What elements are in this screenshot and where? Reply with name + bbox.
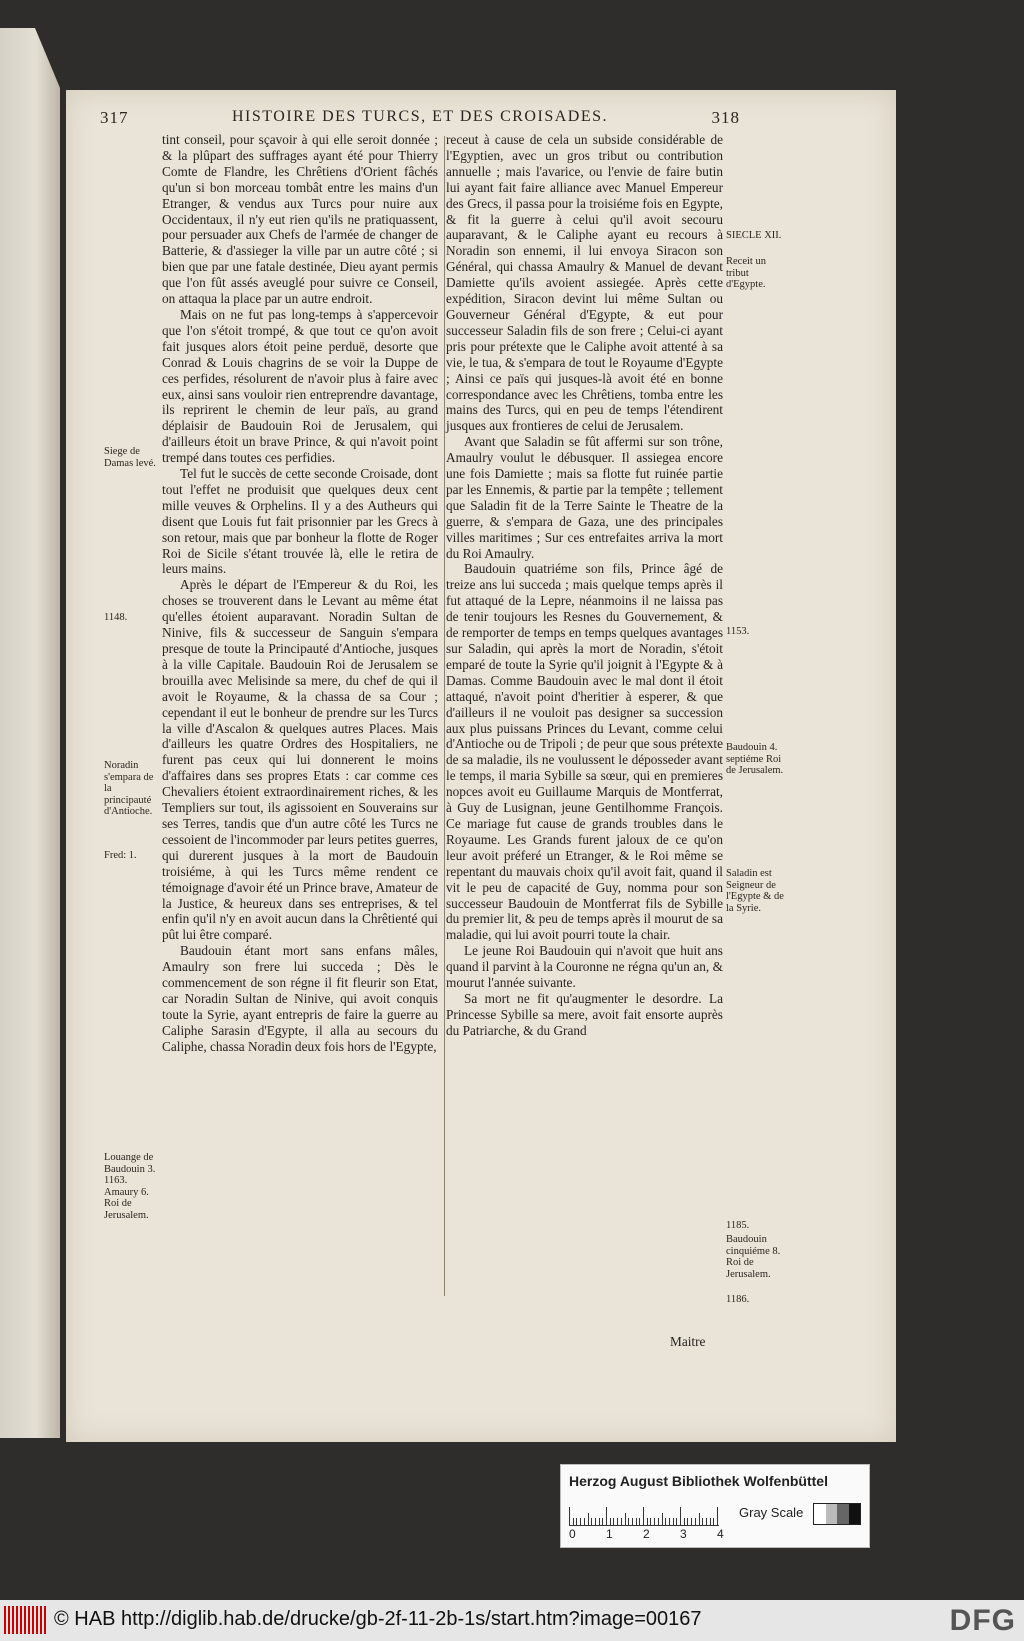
ruler-tick (691, 1518, 692, 1525)
hab-barcode-icon (4, 1606, 46, 1634)
margin-note: Baudouin cinquiéme 8. Roi de Jerusalem. (726, 1234, 781, 1280)
ruler-tick (576, 1518, 577, 1525)
margin-note: Saladin est Seigneur de l'Egypte & de la Syrie. (726, 868, 784, 914)
library-color-card (560, 1464, 870, 1548)
ruler-tick (669, 1518, 670, 1525)
ruler-tick (636, 1518, 637, 1525)
paragraph: Tel fut le succès de cette seconde Croisade, dont tout l'effet ne produisit que quelques deux cent mille veuves & Orphelins. Il y a des Autheurs qui disent que Louis fut fait prisonnier par les Grecs à son retour, mais que par bonheur la flotte de Roger Roi de Sicile s'étant trouvée là, elle le retira de leurs mains. (162, 466, 438, 577)
ruler-number: 3 (680, 1527, 687, 1541)
text-column-right (446, 132, 723, 1039)
paragraph: Sa mort ne fit qu'augmenter le desordre. La Princesse Sybille sa mere, avoit fait ensorte auprès du Patriarche, & du Grand (446, 990, 723, 1038)
paragraph: Baudouin quatriéme son fils, Prince âgé de treize ans lui succeda ; mais quelque temps après il fut attaqué de la Lepre, néanmoins il ne laissa pas de tenir toujours les Resnes du Gouvernement, & de remporter de temps en temps quelques avantages sur Saladin, qui après la mort de Noradin, s'étoit emparé de toute la Syrie qu'il joignit à l'Egypte & à Damas. Comme Baudouin avec le mal dont il étoit attaqué, n'avoit point d'heritier à esperer, & que d'ailleurs il ne vouloit pas designer sa succession aux plus puissans Princes du Levant, comme celui d'Antioche ou de Tripoli ; de peur que sous prétexte de sa maladie, ils ne voulussent le déposseder avant le temps, il maria Sybille sa sœur, qui en premieres nopces avoit eu Guillaume Marquis de Montferrat, à Guy de Lusignan, jeune Gentilhomme François. Ce mariage fut cause de grands troubles dans le Royaume. Les Grands furent jaloux de ce qu'on leur avoit préferé un Etranger, & le Roi même se repentant du mauvais choix qu'il avoit fait, quand il vit le peu de capacité de Guy, nomma pour son successeur Baudouin de Montferrat fils de Sybille du premier lit, & peu de temps après il mourut de sa maladie, qui lui avoit pourri toute la chair. (446, 561, 723, 943)
ruler-tick (606, 1507, 607, 1525)
scale-ruler (569, 1499, 719, 1526)
margin-note: 1148. (104, 612, 128, 623)
catchword: Maitre (670, 1334, 706, 1349)
margin-note: Louange de Baudouin 3. 1163. Amaury 6. Roi de Jerusalem. (104, 1152, 156, 1221)
ruler-tick (647, 1518, 648, 1525)
ruler-tick (673, 1518, 674, 1525)
ruler-tick (643, 1507, 644, 1525)
ruler-tick (628, 1518, 629, 1525)
ruler-tick (639, 1518, 640, 1525)
ruler-tick (595, 1518, 596, 1525)
margin-note: Fred: 1. (104, 850, 137, 861)
margin-note: Siege de Damas levé. (104, 446, 156, 469)
ruler-tick (650, 1518, 651, 1525)
ruler-tick (591, 1518, 592, 1525)
paragraph: Mais on ne fut pas long-temps à s'appercevoir que l'on s'étoit trompé, & que tout ce qu'on avoit fait jusques alors étoit peine perduë, desorte que Conrad & Louis chagrins de se voir la Duppe de ces perfides, résolurent de n'avoir plus à faire avec eux, ainsi sans vouloir rien entreprendre davantage, ils reprirent le chemin de leur païs, au grand déplaisir de Baudouin Roi de Jerusalem, qui d'ailleurs étoit un brave Prince, & qui n'avoit point trempé dans toutes ces perfidies. (162, 306, 438, 466)
ruler-number: 0 (569, 1527, 576, 1541)
ruler-tick (569, 1507, 570, 1525)
ruler-tick (617, 1518, 618, 1525)
margin-note: 1185. (726, 1220, 750, 1231)
ruler-tick (632, 1518, 633, 1525)
ruler-tick (662, 1513, 663, 1525)
margin-note: Noradin s'empara de la principauté d'Antioche. (104, 760, 154, 817)
ruler-tick (665, 1518, 666, 1525)
ruler-tick (695, 1518, 696, 1525)
paragraph: receut à cause de cela un subside considérable de l'Egyptien, avec un gros tribut ou contribution annuelle ; mais l'avarice, ou l'envie de faire butin lui ayant fait faire alliance avec Manuel Empereur des Grecs, il passa pour la troisiéme fois en Egypte, & fit la guerre à celui qu'il avoit secouru auparavant, & le Caliphe ayant eu recours à Noradin son ennemi, il lui envoya Siracon son Général, qui chassa Amaulry & Manuel de devant Damiette qu'ils avoient assiegée. Après cette expédition, Siracon devint lui même Sultan ou Gouverneur Général d'Egypte, & eut pour successeur Saladin fils de son frere ; Celui-ci ayant pris pour prétexte que le Caliphe avoit attenté à sa vie, le tua, & s'empara de tout le Royaume d'Egypte ; Ainsi ce païs qui jusques-là avoit été en bonne correspondance avec les Chrêtiens, tomba entre les mains des Turcs, qui en peu de temps l'étendirent jusques aux frontieres de celui de Jerusalem. (446, 132, 723, 434)
margin-note: Baudouin 4. septiéme Roi de Jerusalem. (726, 742, 784, 776)
margin-note: 1186. (726, 1294, 750, 1305)
left-page-number: 317 (100, 108, 129, 127)
ruler-tick (613, 1518, 614, 1525)
ruler-tick (654, 1518, 655, 1525)
text-column-left (162, 132, 438, 1055)
gray-scale-swatches (813, 1503, 861, 1525)
ruler-tick (621, 1518, 622, 1525)
gray-scale-label: Gray Scale (739, 1505, 804, 1520)
ruler-tick (717, 1507, 718, 1525)
ruler-number: 4 (717, 1527, 724, 1541)
column-divider (444, 136, 445, 1296)
ruler-tick (658, 1518, 659, 1525)
ruler-tick (580, 1518, 581, 1525)
ruler-tick (684, 1518, 685, 1525)
ruler-tick (706, 1518, 707, 1525)
ruler-tick (680, 1507, 681, 1525)
ruler-tick (710, 1518, 711, 1525)
ruler-tick (584, 1518, 585, 1525)
dfg-logo: DFG (949, 1604, 1016, 1637)
paragraph: tint conseil, pour sçavoir à qui elle seroit donnée ; & la plûpart des suffrages ayant été pour Thierry Comte de Flandre, les Chrêtiens d'Orient fâchés qu'un si bon morceau tombât entre les mains d'un Etranger, & vendus aux Turcs pour nuire aux Occidentaux, il n'y eut rien qu'ils ne pratiquassent, pour persuader aux Chefs de l'armée de changer de Batterie, & d'assieger la ville par un autre côté ; si bien que par une fatale destinée, Dieu ayant permis que l'on fût assés aveuglé pour suivre ce Conseil, on attaqua la place par un autre endroit. (162, 132, 438, 307)
paragraph: Baudouin étant mort sans enfans mâles, Amaulry son frere lui succeda ; Dès le commencement de son régne il fit fleurir son Etat, car Noradin Sultan de Ninive, qui avoit conquis toute la Syrie, ayant entrepris de faire la guerre au Caliphe Sarasin d'Egypte, il alla au secours du Caliphe, chassa Noradin deux fois hors de l'Egypte, (162, 943, 438, 1054)
ruler-tick (713, 1518, 714, 1525)
margin-note: SIECLE XII. (726, 230, 782, 241)
ruler-tick (602, 1518, 603, 1525)
running-title: HISTOIRE DES TURCS, ET DES CROISADES. (232, 108, 608, 125)
ruler-tick (687, 1518, 688, 1525)
margin-note: 1153. (726, 626, 750, 637)
copyright-url[interactable]: © HAB http://diglib.hab.de/drucke/gb-2f-11-2b-1s/start.htm?image=00167 (54, 1608, 702, 1630)
ruler-tick (599, 1518, 600, 1525)
paragraph: Le jeune Roi Baudouin qui n'avoit que huit ans quand il parvint à la Couronne ne régna qu'un an, & mourut l'année suivante. (446, 943, 723, 991)
ruler-tick (573, 1518, 574, 1525)
ruler-tick (588, 1513, 589, 1525)
page-header (100, 108, 740, 132)
facing-page-edge (0, 28, 60, 1438)
library-name: Herzog August Bibliothek Wolfenbüttel (569, 1473, 828, 1489)
ruler-number: 2 (643, 1527, 650, 1541)
margin-note: Receit un tribut d'Egypte. (726, 256, 766, 290)
paragraph: Après le départ de l'Empereur & du Roi, les choses se trouverent dans le Levant au même état qu'elles étoient auparavant. Noradin Sultan de Ninive, fils & successeur de Sanguin s'empara presque de toute la Principauté d'Antioche, jusques à la ville Capitale. Baudouin Roi de Jerusalem se brouilla avec Melisinde sa mere, du chef de qui il avoit le Royaume, & la chassa de sa Cour ; cependant il eut le bonheur de prendre sur les Turcs la ville d'Ascalon & quelques autres Places. Mais d'ailleurs les quatre Ordres des Hospitaliers, ne furent pas ceux qui lui donnerent le moins d'affaires dans ses propres Etats : car comme ces Chevaliers étoient extraordinairement riches, & les Templiers sur tout, ils agissoient en Souverains sur ses Terres, tandis que d'un autre côté les Turcs ne cessoient de l'incommoder par leurs petites guerres, qui durerent jusques à la mort de Baudouin troisiéme, à qui les Turcs même rendent ce témoignage d'avoir été un Prince brave, Amateur de la Justice, & heureux dans ses entreprises, & tel enfin qu'il n'y en avoit aucun dans la Chrêtienté qui pût lui être comparé. (162, 577, 438, 943)
ruler-tick (676, 1518, 677, 1525)
viewer-footer (0, 1600, 1024, 1641)
ruler-tick (625, 1513, 626, 1525)
ruler-tick (610, 1518, 611, 1525)
ruler-number: 1 (606, 1527, 613, 1541)
ruler-tick (702, 1518, 703, 1525)
right-page-number: 318 (711, 108, 740, 127)
paragraph: Avant que Saladin se fût affermi sur son trône, Amaulry voulut le débusquer. Il assiegea encore une fois Damiette ; mais sa flotte fut ruinée partie par les Ennemis, & partie par la tempête ; tellement que Saladin fit de la Terre Sainte le Theatre de la guerre, & s'empara de Gaza, une des principales villes maritimes ; Sur ces entrefaites arriva la mort du Roi Amaulry. (446, 434, 723, 561)
ruler-tick (699, 1513, 700, 1525)
